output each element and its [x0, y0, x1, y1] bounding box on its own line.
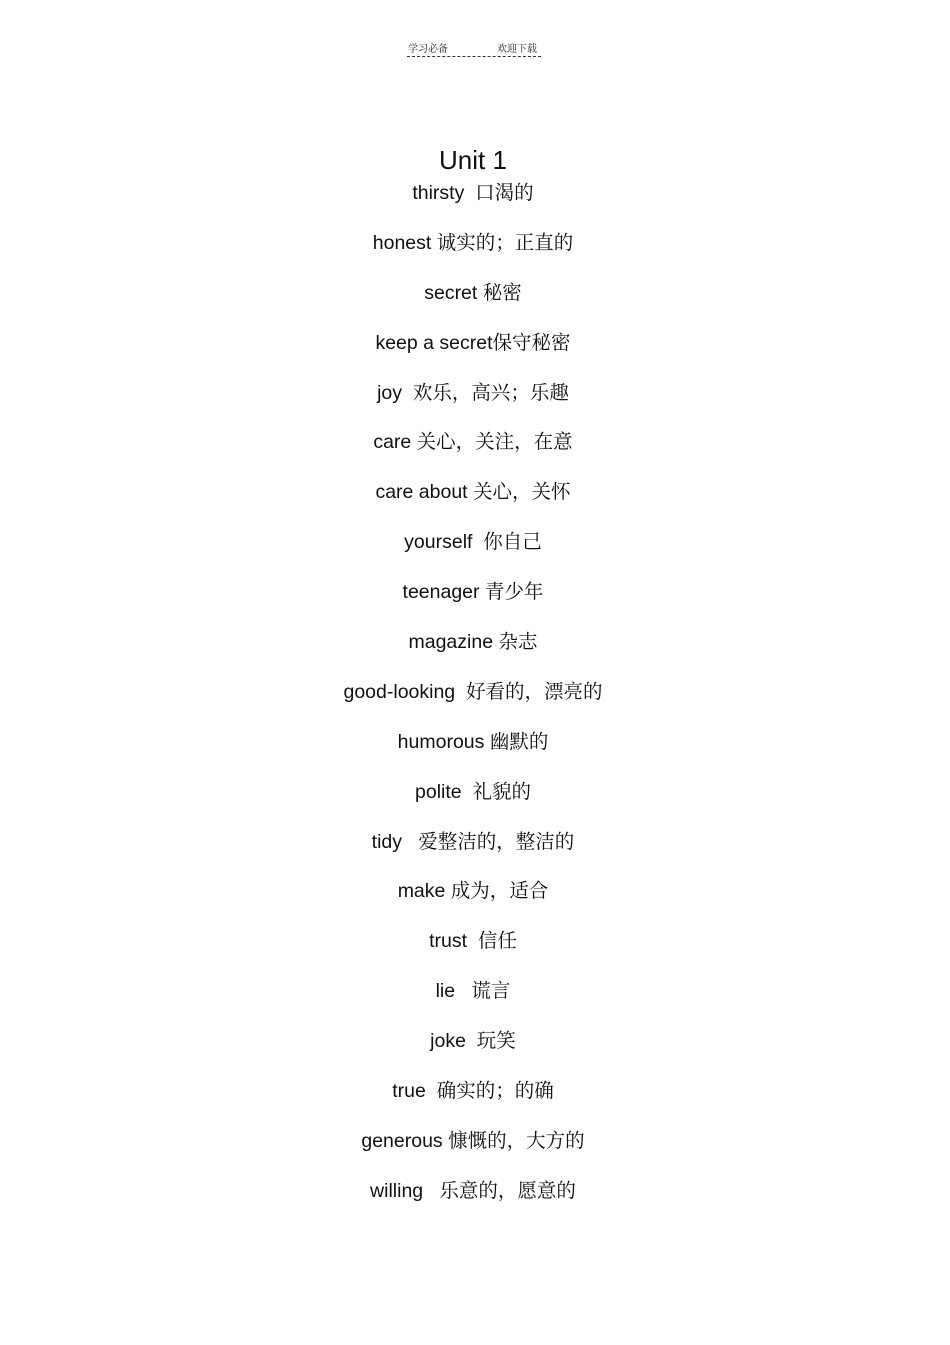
vocab-word: teenager [402, 581, 480, 604]
vocab-word: tidy [371, 830, 403, 853]
vocabulary-list [0, 170, 946, 1218]
vocab-item [0, 669, 946, 719]
vocab-word: lie [435, 980, 456, 1003]
vocab-meaning: 你自己 [483, 530, 542, 554]
vocab-word: yourself [404, 531, 473, 554]
vocab-item [0, 769, 946, 819]
vocab-separator [455, 681, 466, 703]
vocab-meaning: 好看的，漂亮的 [466, 679, 603, 703]
vocab-meaning: 秘密 [482, 280, 522, 304]
vocab-meaning: 爱整洁的，整洁的 [418, 829, 575, 853]
vocab-meaning: 关心，关注，在意 [416, 430, 573, 454]
vocab-item [0, 1018, 946, 1068]
vocab-separator [455, 980, 471, 1002]
vocab-item [0, 819, 946, 869]
vocab-meaning: 慷慨的，大方的 [448, 1128, 585, 1152]
header-right-text: 欢迎下载 [497, 44, 537, 55]
vocab-word: care about [375, 481, 468, 504]
vocab-meaning: 青少年 [484, 580, 544, 604]
vocab-word: trust [429, 930, 468, 953]
vocab-word: joy [377, 381, 403, 404]
vocab-item [0, 968, 946, 1018]
vocab-word: generous [361, 1129, 443, 1152]
vocab-meaning: 诚实的；正直的 [436, 230, 574, 254]
vocab-meaning: 乐意的，愿意的 [439, 1178, 576, 1202]
vocab-meaning: 杂志 [498, 630, 538, 654]
vocab-item [0, 918, 946, 968]
header-left-text: 学习必备 [408, 44, 448, 55]
vocab-item [0, 719, 946, 769]
vocab-word: secret [424, 281, 478, 304]
vocab-separator [423, 1180, 439, 1202]
vocab-separator [402, 831, 418, 853]
vocab-separator [462, 781, 473, 803]
vocab-item [0, 469, 946, 519]
vocab-separator [467, 930, 478, 952]
vocab-item [0, 220, 946, 270]
vocab-meaning: 保守秘密 [492, 330, 571, 354]
vocab-meaning: 玩笑 [476, 1029, 516, 1053]
vocab-word: care [373, 431, 412, 454]
vocab-item [0, 569, 946, 619]
vocab-word: make [397, 880, 446, 903]
vocab-word: true [392, 1080, 426, 1103]
vocab-separator [472, 531, 483, 553]
page-header [407, 38, 541, 57]
vocab-word: humorous [397, 730, 485, 753]
vocab-item [0, 419, 946, 469]
vocab-word: thirsty [412, 182, 465, 204]
vocab-item [0, 1068, 946, 1118]
vocab-item [0, 519, 946, 569]
vocab-separator [466, 1030, 477, 1052]
vocab-meaning: 礼貌的 [472, 779, 531, 803]
vocab-item [0, 170, 946, 220]
vocab-word: good-looking [343, 680, 456, 703]
vocab-word: willing [370, 1179, 424, 1202]
vocab-separator [402, 382, 413, 404]
vocab-item [0, 270, 946, 320]
vocab-meaning: 欢乐，高兴；乐趣 [412, 380, 569, 404]
vocab-item [0, 868, 946, 918]
vocab-meaning: 信任 [477, 929, 517, 953]
vocab-meaning: 口渴的 [475, 181, 534, 204]
vocab-meaning: 成为，适合 [450, 879, 549, 903]
vocab-meaning: 关心，关怀 [473, 480, 571, 504]
vocab-separator [464, 182, 475, 204]
vocab-item [0, 619, 946, 669]
vocab-item [0, 370, 946, 420]
vocab-item [0, 1168, 946, 1218]
vocab-word: joke [430, 1030, 466, 1053]
vocab-word: polite [415, 780, 462, 803]
vocab-item [0, 1118, 946, 1168]
unit-title: Unit 1 [439, 145, 507, 176]
vocab-item [0, 320, 946, 370]
vocab-meaning: 谎言 [471, 979, 511, 1003]
vocab-meaning: 确实的；的确 [436, 1079, 554, 1103]
vocab-word: honest [372, 231, 432, 254]
vocab-meaning: 幽默的 [489, 729, 549, 753]
vocab-word: magazine [408, 631, 494, 654]
vocab-word: keep a secret [375, 331, 493, 354]
vocab-separator [426, 1080, 437, 1102]
